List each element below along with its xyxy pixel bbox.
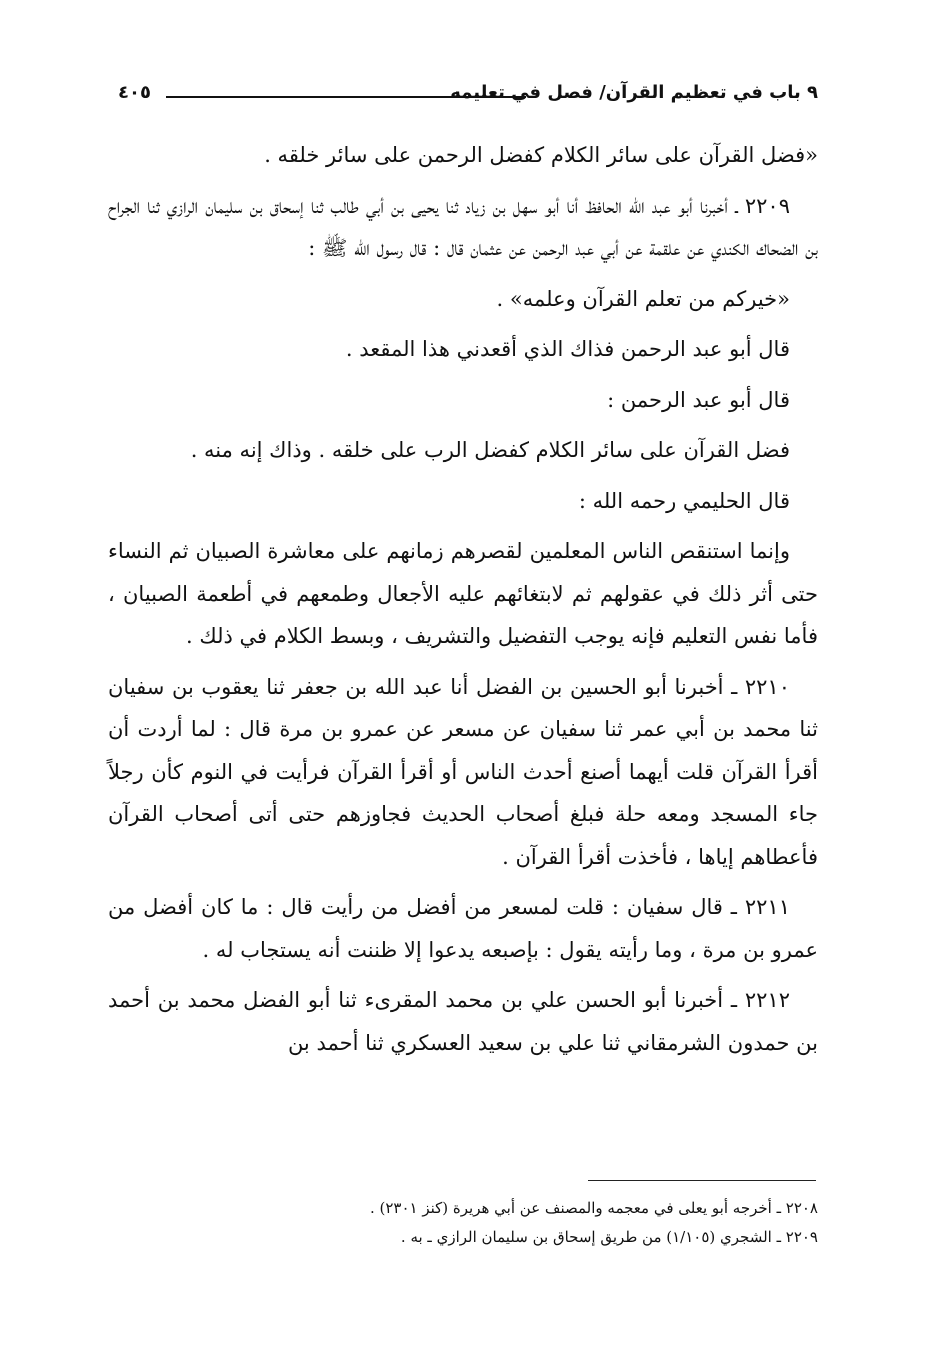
- paragraph: ٢٢٠٩ ـ أخبرنا أبو عبد الله الحافظ أنا أبو سهل بن زياد ثنا يحيى بن أبي طالب ثنا إسحاق بن سليمان الرازي ثنا الجراح بن الضحاك الكندي عن علقمة عن أبي عبد الرحمن عن عثمان قال : قال رسول الله ﷺ :: [108, 193, 818, 260]
- chapter-title: ٩ باب في تعظيم القرآن/ فصل في تعليمه: [450, 82, 818, 103]
- footnotes: [108, 1194, 818, 1252]
- footnote: ٢٢٠٨ ـ أخرجه أبو يعلى في معجمه والمصنف عن أبي هريرة (كنز ٢٣٠١) .: [369, 1199, 818, 1217]
- paragraph: قال أبو عبد الرحمن فذاك الذي أقعدني هذا المقعد .: [345, 337, 790, 361]
- footnote: ٢٢٠٩ ـ الشجري (١/١٠٥) من طريق إسحاق بن سليمان الرازي ـ به .: [400, 1228, 818, 1246]
- paragraph: ٢٢١٠ ـ أخبرنا أبو الحسين بن الفضل أنا عبد الله بن جعفر ثنا يعقوب بن سفيان ثنا محمد بن أبي عمر ثنا سفيان عن مسعر عن عمرو بن مرة قال : لما أردت أن أقرأ القرآن قلت أيهما أصنع أحدث الناس أو أقرأ القرآن فرأيت في النوم كأن رجلاً جاء المسجد ومعه حلة فبلغ أصحاب الحديث فجاوزهم حتى أتى أصحاب القرآن فأعطاهم إياها ، فأخذت أقرأ القرآن .: [108, 674, 818, 869]
- main-text: [108, 134, 818, 1072]
- paragraph: ٢٢١٢ ـ أخبرنا أبو الحسن علي بن محمد المقرىء ثنا أبو الفضل محمد بن أحمد بن حمدون الشرمقاني ثنا علي بن سعيد العسكري ثنا أحمد بن: [108, 988, 818, 1055]
- running-header: [118, 82, 818, 114]
- paragraph: «خيركم من تعلم القرآن وعلمه» .: [496, 286, 790, 311]
- paragraph: «فضل القرآن على سائر الكلام كفضل الرحمن على سائر خلقه .: [264, 143, 818, 167]
- page-number: ٤٠٥: [118, 82, 151, 103]
- paragraph: ٢٢١١ ـ قال سفيان : قلت لمسعر من أفضل من رأيت قال : ما كان أفضل من عمرو بن مرة ، وما رأيته يقول : بإصبعه يدعوا إلا ظننت أنه يستجاب له .: [108, 895, 818, 962]
- paragraph: قال أبو عبد الرحمن :: [607, 387, 790, 412]
- paragraph: قال الحليمي رحمه الله :: [578, 488, 790, 513]
- paragraph: وإنما استنقص الناس المعلمين لقصرهم زمانهم على معاشرة الصبيان ثم النساء حتى أثر ذلك في عقولهم ثم لابتغائهم عليه الأجعال وطمعهم في أطعمة الصبيان ، فأما نفس التعليم فإنه يوجب التفضيل والتشريف ، وبسط الكلام في ذلك .: [108, 539, 818, 648]
- footnote-separator: [588, 1180, 816, 1181]
- header-rule: [166, 96, 526, 98]
- paragraph: فضل القرآن على سائر الكلام كفضل الرب على خلقه . وذاك إنه منه .: [190, 438, 790, 462]
